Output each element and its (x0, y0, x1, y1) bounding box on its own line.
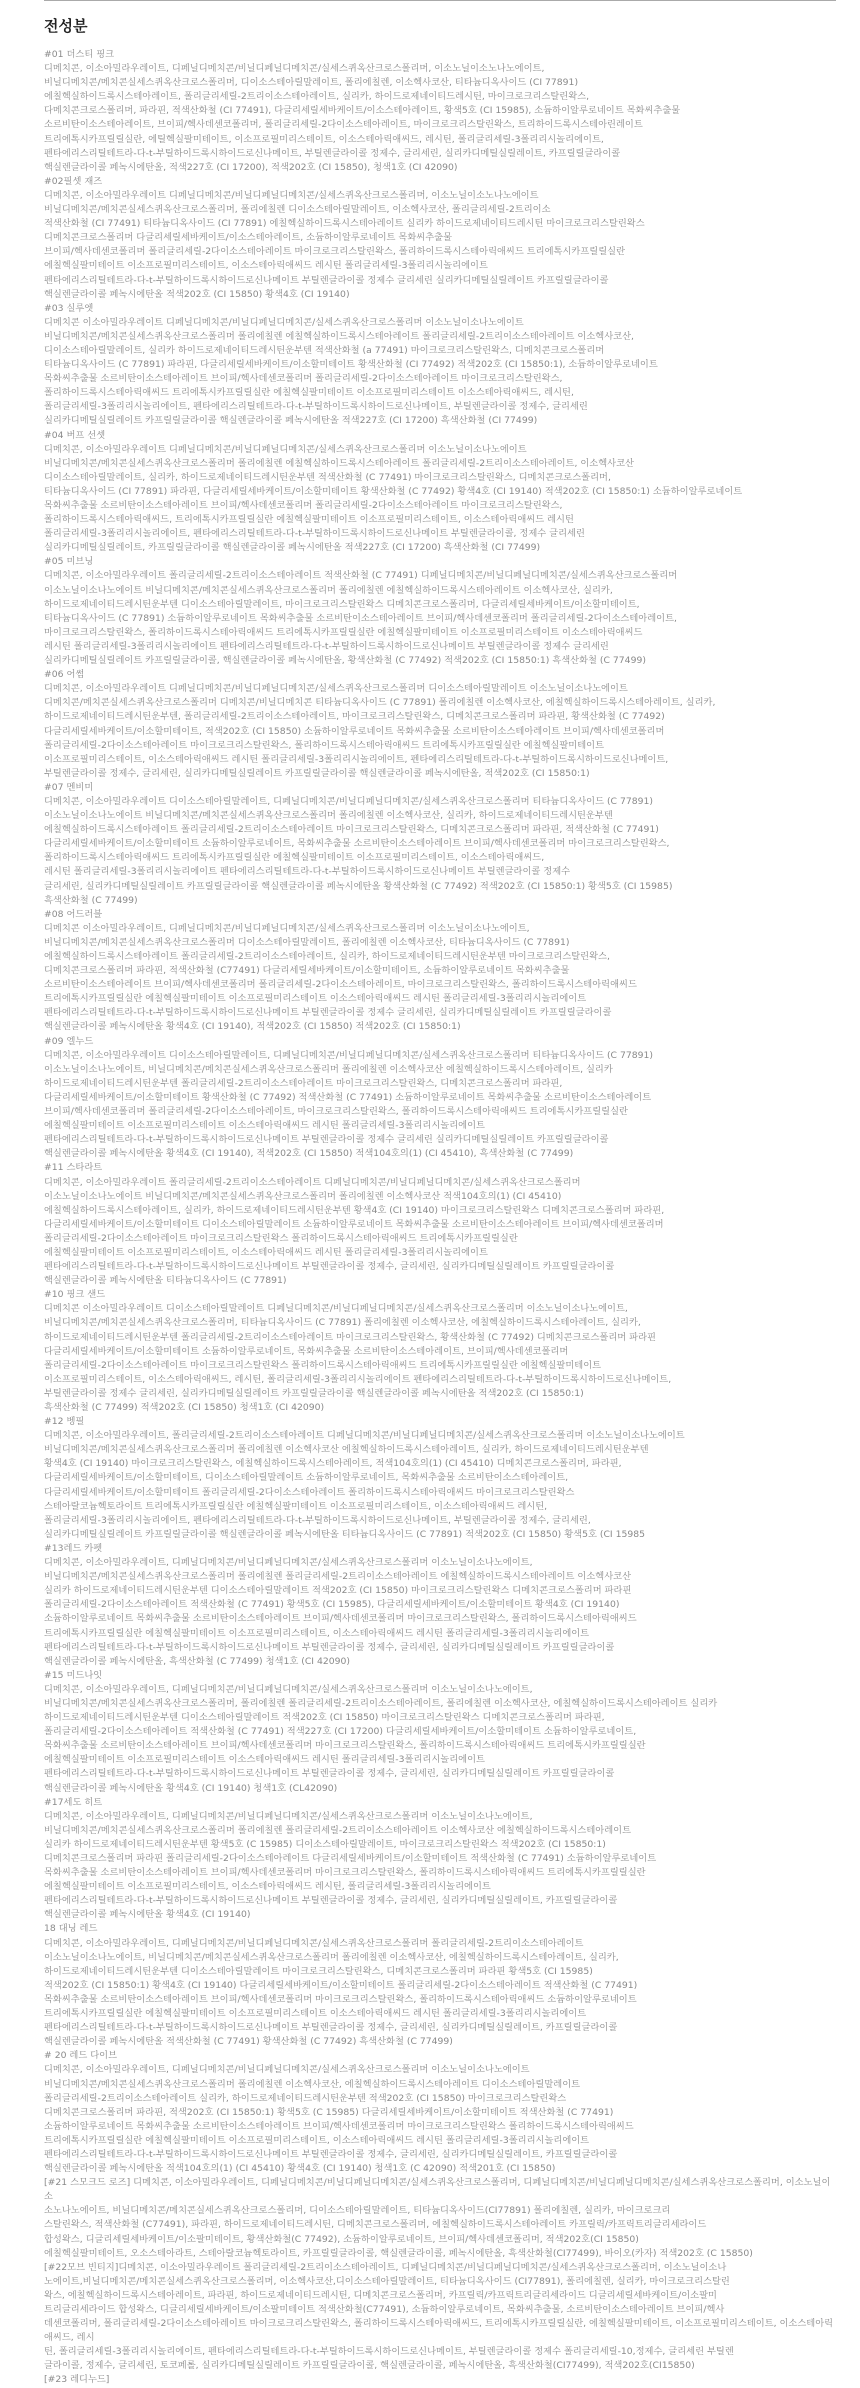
section-title: 전성분 (44, 17, 88, 35)
ingredients-section (0, 15, 860, 2388)
ingredients-text: #01 더스티 핑크 디메치콘, 이소아밀라우레이트, 디페닐디메치콘/비닐디페닐디메치콘/실세스퀴옥산크로스폴리머, 이소노닐이소노나노에이트, 비닐디메치콘/메치콘실세스퀴옥산크로스폴리머, 디이소스테아릴말레이트, 폴리에칠렌, 이소헥사코산, 티타늄디옥사이드 (CI 77891) 에칠헥실하이드록시스테아레이트, 폴리글리세릴-2트리이소스테아레이트, 실리카, 하이드로제네이티드레시틴, 마이크로크리스탈린왁스, 다메치콘크로스폴리머, 파라핀, 적색산화철 (CI 77491), 다글리세릴세바케이트/이소스테아레이트, 황색5호 (CI 15985), 소듐하이알루로네이트 목화씨추출물 소르비탄이소스테아레이트, 브이피/헥사데센코폴리머, 폴리글리세릴-2다이소스테아레이트, 마이크로크리스탈린왁스, 트리하이드록시스테아린레이트 트리에톡시카프릴릴실란, 에틸헥실팔미테이트, 이소프로필미리스테이트, 이소스테아릭애씨드, 레시틴, 폴리글리세릴-3폴리리시놀리에이트, 펜타에리스리틸테트라-다-t-부틸하이드록시하이드로신나메이트, 부틸렌글라이콜 정제수, 글리세린, 실리카디메틸실릴레이트, 카프릴릴글라이콜 핵실렌글라이콜 페녹시에탄올, 적색227호 (CI 17200), 적색202호 (CI 15850), 청색1호 (CI 42090) #02필셋 재즈 디메치콘, 이소아밀라우레이트 디페닐디메치콘/비닐디페닐디메치콘/실세스퀴옥산크로스폴리머, 이소노닐이소노나노에이트 비닐디메치콘/메치콘실세스퀴옥산크로스폴리머, 폴리에칠렌 디이소스테아릴말레이트, 이소헥사코산, 폴리글리세릴-2트리이소 적색산화철 (CI 77491) 티타늄디옥사이드 (CI 77891) 에칠헥실하이드록시스테아레이트 실리카 하이드로제네이티드레시틴 마이크로크리스탈린왁스 디메치콘크로스폴리머 다글리세릴세바케이트/이소스테아레이트, 소듐하이알루로네이트 목화씨추출물 브이피/헥사데센코폴리머 폴리글리세릴-2다이소스테아레이트 마이크로크리스탈린왁스, 폴리하이드록시스테아릭애씨드 트리에톡시카프릴릴실란 에칠헥실팔미테이트 이소프로필미리스테이트, 이소스테아릭애씨드 레시틴 폴리글리세릴-3폴리리시놀리에이트 펜타에리스리틸테트라-다-t-부틸하이드록시하이드로신나메이트 부틸렌글라이콜 정제수 글리세린 실리카디메틸실릴레이트 카프릴릴글라이콜 핵실렌글라이콜 페녹시에탄올 적색202호 (CI 15850) 황색4호 (CI 19140) #03 실루엣 디메치콘 이소아밀라우레이트 디페닐디메치콘/비닐디페닐디메치콘/실세스퀴옥산크로스폴리머 이소노닐이소나노에이트 비닐디메치콘/메치콘실세스퀴옥산크로스폴리머 폴리에칠렌 에칠헥실하이드록시스테아레이트 폴리글리세릴-2트리이소스테아레이트 이소헥사코산, 디이소스테아릴말레이트, 실리카 하이드로제네이티드레시틴운부텐 적색산화철 (a 77491) 마이크로크리스탈린왁스, 디메치콘크로스폴리머 티타늄디옥사이드 (C 77891) 파라핀, 다글리세릴세바케이트/이소할미테이트 황색산화철 (CI 77492) 적색202호 (CI 15850:1), 소듐하이알루로네이트 목화씨추출물 소르비탄이소스테아레이트 브이피/헥사데센코폴리머 폴리글리세릴-2다이소스테아레이트 마이크로크리스탈린왁스, 폴리하이드록시스테아릭애씨드 트리에톡시카프릴릴실란 에칠헥실팔미테이트 이소프로필미리스테이트 이소스테아릭애씨드, 레시틴, 폴리글리세릴-3폴리리시놀리에이트, 펜타에리스리틸테트라-다-t-부틸하이드록시하이드로신나메이트, 부틸렌글라이콜 정제수, 글리세린 실리카디메틸실릴레이트 카프릴릴글라이콜 핵실렌글라이콜 페녹시에탄올 적색227호 (CI 17200) 흑색산화철 (CI 77499) #04 버프 선셋 디메치콘, 이소아밀라우레이트 디페닐디메치콘/비닐디페닐디메치콘/실세스퀴옥산크로스폴리머 이소노닐이소나노에이트 비닐디메치콘/메치콘실세스퀴옥산크로스폴리머 폴리에칠렌 에칠헥실하이드록시스테아레이트 폴리글리세릴-2트리이소스테아레이트, 이소헥사코산 디이소스테아릴말레이트, 실리카, 하이드로제네이티드레시틴운부텐 적색산화철 (C 77491) 마이크로크리스탈린왁스, 디메치콘크로스폴리머, 티타늄디옥사이드 (CI 77891) 파라핀, 다글리세릴세바케이트/이소할미테이트 황색산화철 (C 77492) 황색4호 (CI 19140) 적색202호 (CI 15850:1) 소듐하이알루로네이트 목화씨추출물 소르비탄이소스테아레이트 브이피/헥사데센코폴리머 폴리글리세릴-2다이소스테아레이트 마이크로크리스탈린왁스, 폴리하이드록시스테아릭애씨드, 트리에톡시카프릴릴실란 에칠헥실팔미테이트 이소프로필미리스테이트, 이소스테아릭애씨드 레시틴 폴리글리세릴-3폴리리시놀리에이트, 펜타에리스리틸테트라-다-t-부틸하이드록시하이드로신나메이트 부틸렌글라이콜, 정제수 글리세린 실리카디메틸실릴레이트, 카프릴릴글라이콜 핵실렌글라이콜 페녹시에탄올 적색227호 (CI 17200) 흑색산화철 (CI 77499) #05 미브닝 디메치콘, 이소아밀라우레이트 폴리글리세릴-2트리이소스테아레이트 적색산화철 (C 77491) 디페닐디메치콘/비닐디페닐디메치콘/실세스퀴옥산크로스폴리머 이소노닐이소나노에이트 비닐디메치콘/메치콘실세스퀴옥산크로스폴리머 폴리에칠렌 에칠헥실하이드록시스테아레이트 이소헥사코산, 실리카, 하이드로제네이티드레시틴운부텐 디이소스테아릴말레이트, 마이크로크리스탈린왁스 디메치콘크로스폴리머, 다글리세릴세바케이트/이소할미테이트, 티타늄디옥사이드 (C 77891) 소듐하이알루로네이트 목화씨추출물 소르비탄이소스테아레이트 브이피/헥사데센코폴리머 폴리글리세릴-2다이소스테아레이트, 마이크로크리스탈린왁스, 폴리하이드록시스테아릭애씨드 트리에톡시카프릴릴실란 에칠헥실팔미테이트 이소프로필미리스테이트 이소스테아릭애씨드 레시틴 폴리글리세릴-3폴리리시놀리에이트 펜타에리스리틸테트라-다-t-부틸하이드록시하이드로신나메이트 부틸렌글라이콜 정제수 글리세린 실리카디메틸실릴레이트 카프릴릴글라이콜, 핵실렌글라이콜 페녹시에탄올, 황색산화철 (C 77492) 적색202호 (CI 15850:1) 흑색산화철 (C 77499) #06 어썸 디메치콘, 이소아밀라우레이트 디페닐디메치콘/비닐디페닐디메치콘/실세스퀴옥산크로스폴리머 디이소스테아릴말레이트 이소노닐이소나노에이트 디메치콘/메치콘실세스퀴옥산크로스폴리머 디메치콘/비닐디메치콘 티타늄디옥사이드 (C 77891) 폴리에칠렌 이소헥사코산, 에칠헥실하이드록시스테아레이트, 실리카, 하이드로제네이티드레시틴운부텐, 폴리글리세릴-2트리이소스테아레이트, 마이크로크리스탈린왁스, 디메치콘크로스폴리머 파라핀, 황색산화철 (C 77492) 다글리세릴세바케이트/이소할미테이트, 적색202호 (CI 15850) 소듐하이알루로네이트 목화씨추출물 소르비탄이소스테아레이트 브이피/헥사데센코폴리머 폴리글리세릴-2다이소스테아레이트 마이크로크리스탈린왁스, 폴리하이드록시스테아릭애씨드 트리에톡시카프릴릴실란 에칠헥실팔미테이트 이소프로필미리스테이트, 이소스테아릭애씨드 레시틴 폴리글리세릴-3폴리리시놀리에이트, 펜타에리스리틸테트라-다-t-부틸하이드록시하이드로신나메이트, 부틸렌글라이콜 정제수, 글리세린, 실리카디메틸실릴레이트 카프릴릴글라이콜 핵실렌글라이콜 페녹시에탄올, 적색202호 (CI 15850:1) #07 멘비미 디메치콘, 이소아밀라우레이트 디이소스테아릴말레이트, 디페닐디메치콘/비닐디페닐디메치콘/실세스퀴옥산크로스폴리머 티타늄디옥사이드 (C 77891) 이소노닐이소나노에이트 비닐디메치콘/메치콘실세스퀴옥산크로스폴리머 폴리에칠렌 이소헥사코산, 실리카, 하이드로제네이티드레시틴운부텐 에칠헥실하이드록시스테아레이트 폴리글리세릴-2트리이소스테아레이트 마이크로크리스탈린왁스, 디메치콘크로스폴리머 파라핀, 적색산화철 (C 77491) 다글리세릴세바케이트/이소할미테이트 소듐하이알루로네이트, 목화씨추출물 소르비탄이소스테아레이트 브이피/헥사데센코폴리머 마이크로크리스탈린왁스, 폴리하이드록시스테아릭애씨드 트리에톡시카프릴릴실란 에칠헥실팔미테이트 이소프로필미리스테이트, 이소스테아릭애씨드, 레시틴 폴리글리세릴-3폴리리시놀리에이트 펜타에리스리틸테트라-다-t-부틸하이드록시하이드로신나메이트 부틸렌글라이콜 정제수 글리세린, 실리카디메틸실릴레이트 카프릴릴글라이콜 핵실렌글라이콜 페녹시에탄올 황색산화철 (C 77492) 적색202호 (CI 15850:1) 황색5호 (CI 15985) 흑색산화철 (C 77499) #08 어드러블 디메치콘 이소아밀라우레이트, 디페닐디메치콘/비닐디페닐디메치콘/실세스퀴옥산크로스폴리머 이소노닐이소나노에이트, 비닐디메치콘/메치콘실세스퀴옥산크로스폴리머 디이소스테아릴말레이트, 폴리에칠렌 이소헥사코산, 티타늄디옥사이드 (C 77891) 에칠헥실하이드록시스테아레이트 폴리글리세릴-2트리이소스테아레이트, 실리카, 하이드로제네이티드레시틴운부텐 마이크로크리스탈린왁스, 디메치콘크로스폴리머 파라핀, 적색산화철 (C77491) 다글리세릴세바케이트/이소할미테이트, 소듐하이알루로네이트 목화씨추출물 소르비탄이소스테아레이트 브이피/헥사데센코폴리머 폴리글리세릴-2다이소스테아레이트, 마이크로크리스탈린왁스, 폴리하이드록시스테아릭애씨드 트리에톡시카프릴릴실란 에칠헥실팔미테이트 이소프로필미리스테이트 이소스테아릭애씨드 레시틴 폴리글리세릴-3폴리리시놀리에이트 펜타에리스리틸테트라-다-t-부틸하이드록시하이드로신나메이트 부틸렌글라이콜 정제수 글리세린, 실리카디메틸실릴레이트 카프릴릴글라이콜 핵실렌글라이콜 페녹시에탄올 황색4호 (CI 19140), 적색202호 (CI 15850) 적색202호 (CI 15850:1) #09 엘누드 디메치콘, 이소아밀라우레이트 디이소스테아릴말레이트, 디페닐디메치콘/비닐디페닐디메치콘/실세스퀴옥산크로스폴리머 티타늄디옥사이드 (C 77891) 이소노닐이소나노에이트, 비닐디메치콘/메치콘실세스퀴옥산크로스폴리머 폴리에칠렌 이소헥사코산 에칠헥실하이드록시스테아레이트, 실리카 하이드로제네이티드레시틴운부텐 폴리글리세릴-2트리이소스테아레이트 마이크로크리스탈린왁스, 디메치콘크로스폴리머 파라핀, 다글리세릴세바케이트/이소할미테이트 황색산화철 (C 77492) 적색산화철 (C 77491) 소듐하이알루로네이트 목화씨추출물 소르비탄이소스테아레이트 브이피/헥사데센코폴리머 폴리글리세릴-2다이소스테아레이트, 마이크로크리스탈린왁스, 폴리하이드록시스테아릭애씨드 트리에톡시카프릴릴실란 에칠헥실팔미테이트 이소프로필미리스테이트 이소스테아릭애씨드 레시틴 폴리글리세릴-3폴리리시놀리에이트 펜타에리스리틸테트라-다-t-부틸하이드록시하이드로신나메이트 부틸렌글라이콜 정제수 글리세린 실리카디메틸실릴레이트 카프릴릴글라이콜 핵실렌글라이콜 페녹시에탄올 황색4호 (CI 19140), 적색202호 (CI 15850) 적색104호의(1) (CI 45410), 흑색산화철 (C 77499) #11 스타라트 디메치콘, 이소아밀라우레이트 폴리글리세릴-2트리이소스테아레이트 디페닐디메치콘/비닐디페닐디메치콘/실세스퀴옥산크로스폴리머 이소노닐이소나노에이트 비닐디메치콘/메치콘실세스퀴옥산크로스폴리머 폴리에칠렌 이소헥사코산 적색104호의(1) (CI 45410) 에칠헥실하이드록시스테아레이트, 실리카, 하이드로제네이티드레시틴운부텐 황색4호 (CI 19140) 마이크로크리스탈린왁스 디메치콘크로스폴리머 파라핀, 다글리세릴세바케이트/이소할미테이트 디이소스테아릴말레이트 소듐하이알루로네이트 목화씨추출물 소르비탄이소스테아레이트 브이피/헥사데센코폴리머 폴리글리세릴-2다이소스테아레이트 마이크로크리스탈린왁스 폴리하이드록시스테아릭애씨드 트리에톡시카프릴릴실란 에칠헥실팔미테이트 이소프로필미리스테이트, 이소스테아릭애씨드 레시틴 폴리글리세릴-3폴리리시놀리에이트 펜타에리스리틸테트라-다-t-부틸하이드록시하이드로신나메이트 부틸렌글라이콜 정제수, 글리세린, 실리카디메틸실릴레이트 카프릴릴글라이콜 핵실렌글라이콜 페녹시에탄올 티타늄디옥사이드 (C 77891) #10 핑크 샌드 디메치콘 이소아밀라우레이트 디이소스테아릴말레이트 디페닐디메치콘/비닐디페닐디메치콘/실세스퀴옥산크로스폴리머 이소노닐이소나노에이트, 비닐디메치콘/메치콘실세스퀴옥산크로스폴리머, 티타늄디옥사이드 (C 77891) 폴리에칠렌 이소헥사코산, 에칠헥실하이드록시스테아레이트, 실리카, 하이드로제네이티드레시틴운부텐 폴리글리세릴-2트리이소스테아레이트 마이크로크리스탈린왁스, 황색산화철 (C 77492) 디메치콘크로스폴리머 파라핀 다글리세릴세바케이트/이소할미테이트 소듐하이알루로네이트, 목화씨추출물 소르비탄이소스테아레이트, 브이피/헥사데센코폴리머 폴리글리세릴-2다이소스테아레이트 마이크로크리스탈린왁스 폴리하이드록시스테아릭애씨드 트리에톡시카프릴릴실란 에칠헥실팔미테이트 이소프로필미리스테이트, 이소스테아릭애씨드, 레시틴, 폴리글리세릴-3폴리리시놀리에이트 펜타에리스리틸테트라-다-t-부틸하이드록시하이드로신나메이트, 부틸렌글라이콜 정제수 글리세린, 실리카디메틸실릴레이트 카프릴릴글라이콜 핵실렌글라이콜 페녹시에탄올 적색202호 (CI 15850:1) 흑색산화철 (C 77499) 적색202호 (CI 15850) 청색1호 (CI 42090) #12 벵필 디메치콘, 이소아밀라우레이트, 폴리글리세릴-2트리이소스테아레이트 디페닐디메치콘/비닐디페닐디메치콘/실세스퀴옥산크로스폴리머 이소노닐이소나노에이트 비닐디메치콘/메치콘실세스퀴옥산크로스폴리머 폴리에칠렌 이소헥사코산 에칠헥실하이드록시스테아레이트, 실리카, 하이드로제네이티드레시틴운부텐 황색4호 (CI 19140) 마이크로크리스탈린왁스, 에칠헥실하이드록시스테아레이트, 적색104호의(1) (CI 45410) 디메치콘크로스폴리머, 파라핀, 다글리세릴세바케이트/이소할미테이트, 디이소스테아릴말레이트 소듐하이알루로네이트, 목화씨추출물 소르비탄이소스테아레이트, 다글리세릴세바케이트/이소할미테이트 폴리글리세릴-2다이소스테아레이트 폴리하이드록시스테아릭애씨드 마이크로크리스탈린왁스 스테아랄코늄헥토라이트 트리에톡시카프릴릴실란 에칠헥실팔미테이트 이소프로필미리스테이트, 이소스테아릭애씨드 레시틴, 폴리글리세릴-3폴리리시놀리에이트, 펜타에리스리틸테트라-다-t-부틸하이드록시하이드로신나메이트, 부틸렌글라이콜 정제수, 글리세린, 실리카디메틸실릴레이트 카프릴릴글라이콜 핵실렌글라이콜 페녹시에탄올 티타늄디옥사이드 (C 77891) 적색202호 (CI 15850) 황색5호 (CI 15985 #13레드 카펫 디메치콘, 이소아밀라우레이트, 디페닐디메치콘/비닐디페닐디메치콘/실세스퀴옥산크로스폴리머 이소노닐이소나노에이트, 비닐디메치콘/메치콘실세스퀴옥산크로스폴리머 폴리에칠렌 폴리글리세릴-2트리이소스테아레이트 에칠헥실하이드록시스테아레이트 이소헥사코산 실리카 하이드로제네이티드레시틴운부텐 디이소스테아릴말레이트 적색202호 (CI 15850) 마이크로크리스탈린왁스 디메치콘크로스폴리머 파라핀 폴리글리세릴-2다이소스테아레이트 적색산화철 (C 77491) 황색5호 (CI 15985), 다글리세릴세바케이트/이소할미테이트 황색4호 (CI 19140) 소듐하이알루로네이트 목화씨추출물 소르비탄이소스테아레이트 브이피/헥사데센코폴리머 마이크로크리스탈린왁스, 폴리하이드록시스테아릭애씨드 트리에톡시카프릴릴실란 에칠헥실팔미테이트 이소프로필미리스테이트, 이소스테아릭애씨드 레시틴 폴리글리세릴-3폴리리시놀리에이트 펜타에리스리틸테트라-다-t-부틸하이드록시하이드로신나메이트 부틸렌글라이콜 정제수, 글리세린, 실리카디메틸실릴레이트 카프릴릴글라이콜 핵실렌글라이콜 페녹시에탄올, 흑색산화철 (C 77499) 청색1호 (CI 42090) #15 미드나잇 디메치콘, 이소아밀라우레이트, 디페닐디메치콘/비닐디페닐디메치콘/실세스퀴옥산크로스폴리머 이소노닐이소나노에이트, 비닐디메치콘/메치콘실세스퀴옥산크로스폴리머, 폴리에칠렌 폴리글리세릴-2트리이소스테아레이트, 폴리에칠렌 이소헥사코산, 에칠헥실하이드록시스테아레이트 실리카 하이드로제네이티드레시틴운부텐 디이소스테아릴말레이트 적색202호 (CI 15850) 마이크로크리스탈린왁스 디메치콘크로스폴리머 파라핀, 폴리글리세릴-2다이소스테아레이트 적색산화철 (C 77491) 적색227호 (CI 17200) 다글리세릴세바케이트/이소할미테이트 소듐하이알루로네이트, 목화씨추출물 소르비탄이소스테아레이트 브이피/헥사데센코폴리머 마이크로크리스탈린왁스, 폴리하이드록시스테아릭애씨드 트리에톡시카프릴릴실란 에칠헥실팔미테이트 이소프로필미리스테이트 이소스테아릭애씨드 레시틴 폴리글리세릴-3폴리리시놀리에이트 펜타에리스리틸테트라-다-t-부틸하이드록시하이드로신나메이트 부틸렌글라이콜 정제수, 글리세린, 실리카디메틸실릴레이트 카프릴릴글라이콜 핵실렌글라이콜 페녹시에탄올 황색4호 (CI 19140) 청색1호 (CL42090) #17세도 히트 디메치콘, 이소아밀라우레이트, 디페닐디메치콘/비닐디페닐디메치콘/실세스퀴옥산크로스폴리머 이소노닐이소나노에이트, 비닐디메치콘/메치콘실세스퀴옥산크로스폴리머 폴리에칠렌 폴리글리세릴-2트리이소스테아레이트 이소헥사코산 에칠헥실하이드록시스테아레이트 실리카 하이드로제네이티드레시틴운부텐 황색5호 (C 15985) 디이소스테아릴말레이트, 마이크로크리스탈린왁스 적색202호 (CI 15850:1) 디메치콘크로스폴리머 파라핀 폴리글리세릴-2다이소스테아레이트 다글리세릴세바케이트/이소할미테이트 적색산화철 (C 77491) 소듐하이알루로네이트 목화씨추출물 소르비탄이소스테아레이트 브이피/헥사데센코폴리머 마이크로크리스탈린왁스, 폴리하이드록시스테아릭애씨드 트리에톡시카프릴릴실란 에칠헥실팔미테이트 이소프로필미리스테이트, 이소스테아릭애씨드 레시틴, 폴리글리세릴-3폴리리시놀리에이트 펜타에리스리틸테트라-다-t-부틸하이드록시하이드로신나메이트 부틸렌글라이콜 정제수, 글리세린, 실리카디메틸실릴레이트, 카프릴릴글라이콜 핵실렌글라이콜 페녹시에탄올 황색4호 (CI 19140) 18 대닝 레드 디메치콘, 이소아밀라우레이트, 디페닐디메치콘/비닐디페닐디메치콘/실세스퀴옥산크로스폴리머 폴리글리세릴-2트리이소스테아레이트 이소노닐이소나노에이트, 비닐디메치콘/메치콘실세스퀴옥산크로스폴리머 폴리에칠렌 이소헥사코산, 에칠헥실하이드록시스테아레이트, 실리카, 하이드로제네이티드레시틴운부텐 디이소스테아릴말레이트 마이크로크리스탈린왁스, 디메치콘크로스폴리머 파라핀 황색5호 (CI 15985) 적색202호 (CI 15850:1) 황색4호 (CI 19140) 다글리세릴세바케이트/이소할미테이트 폴리글리세릴-2다이소스테아레이트 적색산화철 (C 77491) 목화씨추출물 소르비탄이소스테아레이트 브이피/헥사데센코폴리머 마이크로크리스탈린왁스, 폴리하이드록시스테아릭애씨드 소듐하이알루로네이트 트리에톡시카프릴릴실란 에칠헥실팔미테이트 이소프로필미리스테이트 이소스테아릭애씨드 레시틴 폴리글리세릴-3폴리리시놀리에이트 펜타에리스리틸테트라-다-t-부틸하이드록시하이드로신나메이트 부틸렌글라이콜 정제수, 글리세린, 실리카디메틸실릴레이트, 카프릴릴글라이콜 핵실렌글라이콜 페녹시에탄올 적색산화철 (C 77491) 황색산화철 (C 77492) 흑색산화철 (C 77499) # 20 레드 다이브 디메치콘, 이소아밀라우레이트, 디페닐디메치콘/비닐디페닐디메치콘/실세스퀴옥산크로스폴리머 이소노닐이소나노에이트 비닐디메치콘/메치콘실세스퀴옥산크로스폴리머 폴리에칠렌 이소헥사코산, 에칠헥실하이드록시스테아레이트 디이소스테아릴말레이트 폴리글리세릴-2트리이소스테아레이트 실리카, 하이드로제네이티드레시틴운부텐 적색202호 (CI 15850) 마이크로크리스탈린왁스 디메치콘크로스폴리머 파라핀, 적색202호 (CI 15850:1) 황색5호 (C 15985) 다글리세릴세바케이트/이소할미테이트 적색산화철 (C 77491) 소듐하이알루로네이트 목화씨추출물 소르비탄이소스테아레이트 브이피/헥사데센코폴리머 마이크로크리스탈린왁스 폴리하이드록시스테아릭애씨드 트리에톡시카프릴릴실란 에칠헥실팔미테이트 이소프로필미리스테이트, 이소스테아릭애씨드 레시틴 폴리글리세릴-3폴리리시놀리에이트 펜타에리스리틸테트라-다-t-부틸하이드록시하이드로신나메이트 부틸렌글라이콜 정제수, 글리세린, 실리카디메틸실릴레이트, 카프릴릴글라이콜 핵실렌글라이콜 페녹시에탄올 적색104호의(1) (CI 45410) 황색4호 (CI 19140) 청색1호 (C 42090) 적색201호 (CI 15850) [#21 스모크드 로즈] 디메치콘, 이소아밀라우레이트, 디페닐디메치콘/비닐디페닐디메치콘/실세스퀴옥산크로스폴리머, 디페닐디메치콘/비닐디페닐디메치콘/실세스퀴옥산크로스폴리머, 이소노닐이소 소노나노에이트, 비닐디메치콘/메치콘실세스퀴옥산크로스폴리머, 디이소스테아릴말레이트, 티타늄디옥사이드(CI77891) 폴리에칠렌, 실리카, 마이크로크리 스탈린왁스, 적색산화철 (C77491), 파라핀, 하이드로제네이티드레시틴, 디메치콘크로스폴리머, 에칠헥실하이드록시스테아레이트 카프릴릭/카프릭트리글리세라이드 합성왁스, 디글리세릴세바케이트/이소팔미테이트, 황색산화철(C 77492), 소듐하이알루로네이트, 브이피/헥사데센코폴리머, 적색202호(CI 15850) 에칠헥실팔미테이트, 오소스테아라트, 스테아랄코늄헥토라이트, 카프릴릴글라이콜, 핵실렌글라이콜, 페녹시에탄올, 흑색산화철(CI77499), 바이오(카자) 적색202호 (C 15850) [#22모브 빈티지]디메치콘, 이소아밀라우레이트 폴리글리세릴-2트리이소스테아레이트, 디페닐디메치콘/비닐디페닐디메치콘/실세스퀴옥산크로스폴리머, 이소노닐이소나 노에이트,비닐디메치콘/메치콘실세스퀴옥산크로스폴리머, 이소헥사코산,디이소스테아릴말레이트, 티타늄디옥사이드 (CI77891), 폴리에칠렌, 실리카, 마이크로크리스탈린 왁스, 에칠헥실하이드록시스테아레이트, 파라핀, 하이드로제네이티드레시틴, 디메치콘크로스폴리머, 카프릴릭/카프릭트리글리세라이드 디글리세릴세바케이트/이소팔미 트리글리세라이드 합성왁스, 디글리세릴세바케이트/이소팔미테이트 적색산화철(C77491), 소듐하이알루로네이트, 목화씨추출물, 소르비탄이소스테아레이트 브이피/헥사 데센코폴리머, 폴리글리세릴-2다이소스테아레이트 마이크로크리스탈린왁스, 폴리하이드록시스테아릭애씨드, 트리에톡시카프릴릴실란, 에칠헥실팔미테이트, 이소프로필미리스테이트, 이소스테아릭애씨드, 레시 틴, 폴리글리세릴-3폴리리시놀리에이트, 펜타에리스리틸테트라-다-t-부틸하이드록시하이드로신나메이트, 부틸렌글라이콜 정제수 폴리글리세릴-10,정제수, 글리세린 부틸렌 글라이콜, 정제수, 글리세린, 토코페롤, 실리카디메틸실릴레이트 카프릴릴글라이콜, 핵실렌글라이콜, 페녹시에탄올, 흑색산화철(CI77499), 적색202호(CI15850) [#23 레디누드] (44, 49, 834, 2386)
top-divider (44, 0, 836, 1)
